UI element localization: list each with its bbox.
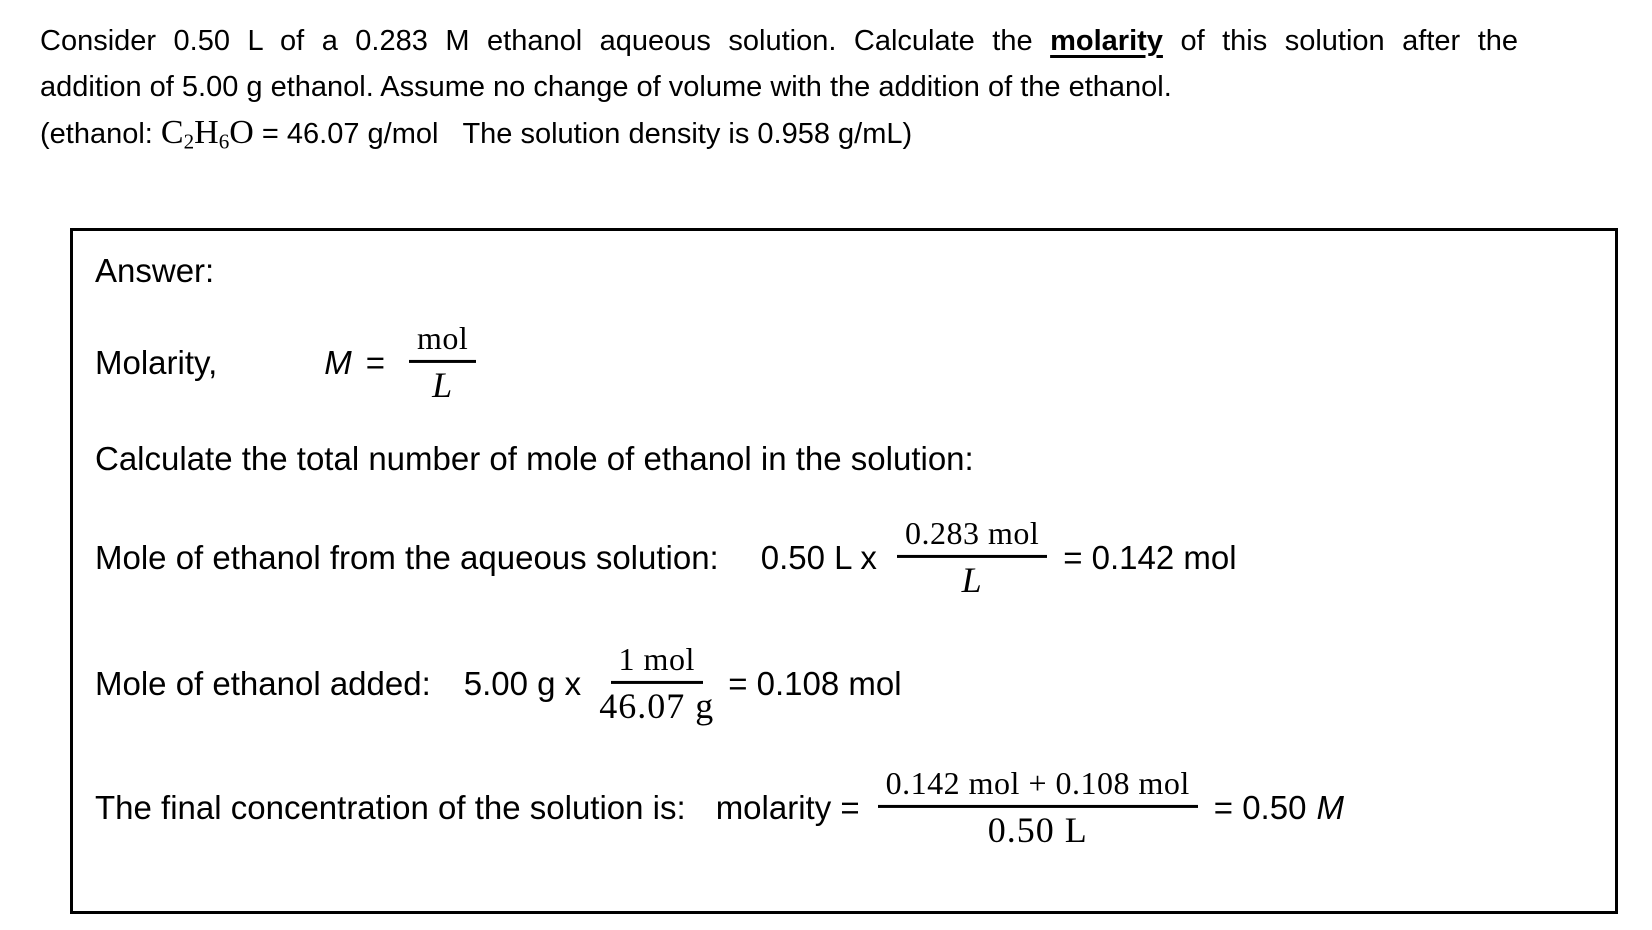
answer-heading: Answer: (95, 252, 215, 290)
molar-mass-text: = 46.07 g/mol (261, 118, 439, 150)
equation-3-result-variable: M (1316, 789, 1344, 827)
equation-3-row (95, 766, 1599, 850)
fraction-denominator: L (432, 364, 454, 405)
answer-box (70, 228, 1618, 914)
equation-2-label: Mole of ethanol added: (95, 665, 431, 703)
formula-o: O (229, 114, 254, 151)
equation-3-fraction (878, 766, 1198, 850)
molarity-variable: M (324, 344, 352, 382)
equation-1-lhs: 0.50 L x (760, 539, 877, 577)
density-text: The solution density is 0.958 g/mL) (462, 118, 913, 150)
equation-1-row (95, 516, 1599, 600)
equation-1-result: = 0.142 mol (1063, 539, 1237, 577)
question-line-3 (40, 110, 1518, 164)
equation-2-fraction (599, 642, 714, 726)
question-line-2: addition of 5.00 g ethanol. Assume no change of volume with the addition of the ethanol. (40, 71, 1172, 103)
step-intro-row (95, 439, 1599, 479)
question-line-1 (40, 18, 1518, 64)
equals-sign: = (365, 344, 386, 382)
fraction-denominator: 0.50 L (987, 809, 1088, 850)
formula-c: C (160, 114, 184, 151)
fraction-numerator: 1 mol (611, 642, 703, 684)
equation-2-row (95, 642, 1599, 726)
formula-h: H (194, 114, 219, 151)
equation-1-label: Mole of ethanol from the aqueous solution: (95, 539, 719, 577)
step-intro-text: Calculate the total number of mole of ethanol in the solution: (95, 440, 974, 478)
question-text-post: of this solution after the (1180, 25, 1519, 57)
equation-1-fraction (897, 516, 1047, 600)
question-emphasis-molarity: molarity (1050, 25, 1163, 57)
formula-sub-6: 6 (218, 129, 230, 154)
question-text-pre: Consider 0.50 L of a 0.283 M ethanol aqueous solution. Calculate the (40, 25, 1033, 57)
equation-3-lhs: molarity = (715, 789, 860, 827)
ethanol-open-paren: (ethanol: (40, 118, 153, 150)
equation-3-label: The final concentration of the solution is: (95, 789, 686, 827)
molarity-definition-label: Molarity, (95, 344, 218, 382)
fraction-denominator: L (961, 559, 983, 600)
answer-heading-row (95, 251, 1599, 291)
formula-sub-2: 2 (183, 129, 195, 154)
molarity-definition-row (95, 321, 1599, 405)
fraction-numerator: 0.142 mol + 0.108 mol (878, 766, 1198, 808)
fraction-denominator: 46.07 g (599, 685, 715, 726)
ethanol-chemical-formula (160, 114, 254, 154)
equation-2-result: = 0.108 mol (728, 665, 902, 703)
equation-2-lhs: 5.00 g x (463, 665, 582, 703)
question-block (40, 18, 1518, 164)
equation-3-result: = 0.50 (1213, 789, 1307, 827)
molarity-definition-fraction (409, 321, 476, 405)
fraction-numerator: mol (409, 321, 476, 363)
fraction-numerator: 0.283 mol (897, 516, 1047, 558)
